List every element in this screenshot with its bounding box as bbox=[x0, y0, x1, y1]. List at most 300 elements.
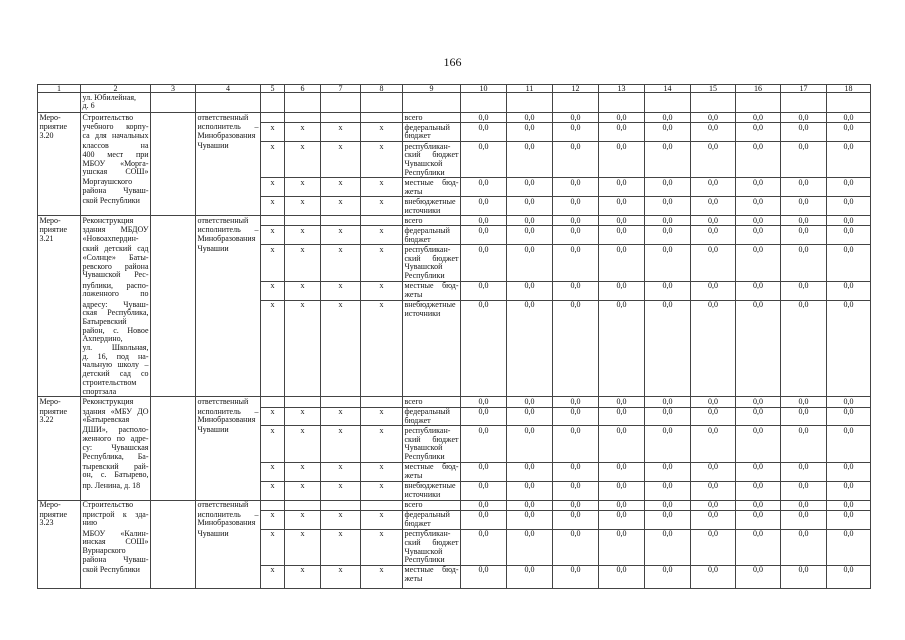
code-cell: х bbox=[285, 510, 321, 529]
value-cell: 0,0 bbox=[736, 123, 781, 142]
empty-cell bbox=[151, 197, 196, 216]
value-cell: 0,0 bbox=[691, 510, 736, 529]
executor-cell bbox=[196, 481, 261, 500]
code-cell: х bbox=[285, 281, 321, 300]
source-line: жеты bbox=[404, 289, 423, 299]
value-cell: 0,0 bbox=[645, 481, 691, 500]
code-cell: х bbox=[261, 197, 285, 216]
measure-label-cell bbox=[38, 123, 81, 142]
source-cell bbox=[403, 300, 461, 397]
source-line: бюджет bbox=[404, 415, 431, 425]
value-cell: 0,0 bbox=[507, 113, 553, 123]
executor-line: исполнитель – bbox=[197, 122, 259, 132]
source-cell bbox=[403, 510, 461, 529]
measure-row bbox=[38, 245, 871, 281]
source-line: источники bbox=[404, 489, 441, 499]
code-cell bbox=[285, 216, 321, 226]
source-line: федеральный bbox=[404, 510, 450, 520]
empty-cell bbox=[151, 142, 196, 178]
value-cell: 0,0 bbox=[736, 216, 781, 226]
executor-cell bbox=[196, 281, 261, 300]
measure-title-line: района Чуваш- bbox=[82, 554, 149, 564]
value-cell: 0,0 bbox=[645, 178, 691, 197]
empty-cell bbox=[151, 93, 196, 113]
value-cell: 0,0 bbox=[507, 281, 553, 300]
value-cell: 0,0 bbox=[599, 142, 645, 178]
source-line: Республики bbox=[404, 167, 445, 177]
value-cell: 0,0 bbox=[781, 216, 827, 226]
measure-title-line: спортзала bbox=[82, 386, 117, 396]
code-cell bbox=[361, 500, 403, 510]
value-cell: 0,0 bbox=[645, 245, 691, 281]
column-header: 11 bbox=[507, 85, 553, 93]
code-cell bbox=[321, 113, 361, 123]
measure-row bbox=[38, 281, 871, 300]
code-cell: х bbox=[321, 281, 361, 300]
code-cell: х bbox=[361, 123, 403, 142]
measure-title-cell bbox=[81, 216, 151, 226]
value-cell: 0,0 bbox=[736, 462, 781, 481]
value-cell: 0,0 bbox=[553, 481, 599, 500]
code-cell bbox=[321, 500, 361, 510]
empty-cell bbox=[691, 93, 736, 113]
measure-label-cell bbox=[38, 142, 81, 178]
value-cell: 0,0 bbox=[781, 397, 827, 407]
measure-block bbox=[38, 397, 871, 500]
value-cell: 0,0 bbox=[507, 178, 553, 197]
value-cell: 0,0 bbox=[781, 178, 827, 197]
value-cell: 0,0 bbox=[553, 407, 599, 426]
value-cell: 0,0 bbox=[507, 565, 553, 588]
value-cell: 0,0 bbox=[691, 397, 736, 407]
measure-row bbox=[38, 407, 871, 426]
measure-title-line: здания «МБУ ДО bbox=[82, 407, 149, 416]
value-cell: 0,0 bbox=[599, 500, 645, 510]
measure-title-line: ский детский сад bbox=[82, 244, 149, 254]
column-header: 2 bbox=[81, 85, 151, 93]
empty-cell bbox=[38, 93, 81, 113]
empty-cell bbox=[196, 93, 261, 113]
measure-row bbox=[38, 300, 871, 397]
code-cell: х bbox=[261, 481, 285, 500]
measure-title-line: ушская СОШ» bbox=[82, 167, 149, 177]
measure-title-cell bbox=[81, 113, 151, 123]
measure-label-cell bbox=[38, 216, 81, 226]
value-cell: 0,0 bbox=[781, 529, 827, 565]
measure-title-line: д. 16, под на- bbox=[82, 351, 149, 361]
value-cell: 0,0 bbox=[553, 142, 599, 178]
measure-title-cell bbox=[81, 565, 151, 588]
value-cell: 0,0 bbox=[599, 216, 645, 226]
value-cell: 0,0 bbox=[691, 426, 736, 462]
executor-line: ответственный bbox=[197, 396, 249, 406]
source-line: республикан- bbox=[404, 244, 451, 254]
empty-cell bbox=[261, 93, 285, 113]
source-cell bbox=[403, 565, 461, 588]
measure-title-line: ской Республики bbox=[82, 196, 140, 206]
measure-label-cell bbox=[38, 300, 81, 397]
value-cell: 0,0 bbox=[691, 226, 736, 245]
value-cell: 0,0 bbox=[507, 397, 553, 407]
value-cell: 0,0 bbox=[461, 529, 507, 565]
measure-title-line: Батыревский bbox=[82, 316, 127, 326]
code-cell: х bbox=[361, 245, 403, 281]
value-cell: 0,0 bbox=[691, 281, 736, 300]
value-cell: 0,0 bbox=[827, 197, 871, 216]
measure-label-line: 3.22 bbox=[39, 415, 54, 425]
value-cell: 0,0 bbox=[599, 426, 645, 462]
value-cell: 0,0 bbox=[781, 142, 827, 178]
measure-title-cell bbox=[81, 481, 151, 500]
empty-cell bbox=[151, 216, 196, 226]
value-cell: 0,0 bbox=[781, 113, 827, 123]
executor-line: Чувашии bbox=[197, 529, 229, 538]
value-cell: 0,0 bbox=[599, 462, 645, 481]
empty-cell bbox=[151, 397, 196, 407]
empty-cell bbox=[151, 407, 196, 426]
source-line: федеральный bbox=[404, 122, 450, 132]
code-cell: х bbox=[261, 300, 285, 397]
measure-label-line: 3.21 bbox=[39, 234, 54, 244]
column-header: 17 bbox=[781, 85, 827, 93]
code-cell: х bbox=[285, 142, 321, 178]
measure-row bbox=[38, 529, 871, 565]
value-cell: 0,0 bbox=[736, 426, 781, 462]
continuation-row bbox=[38, 93, 871, 113]
measure-label-line: 3.23 bbox=[39, 518, 54, 528]
value-cell: 0,0 bbox=[599, 510, 645, 529]
code-cell bbox=[361, 113, 403, 123]
measure-title-line: «Новоахпердин- bbox=[82, 234, 139, 244]
measure-label-line: Меро- bbox=[39, 500, 61, 510]
value-cell: 0,0 bbox=[736, 397, 781, 407]
value-cell: 0,0 bbox=[599, 197, 645, 216]
value-cell: 0,0 bbox=[645, 462, 691, 481]
code-cell: х bbox=[285, 529, 321, 565]
empty-cell bbox=[151, 178, 196, 197]
code-cell: х bbox=[285, 565, 321, 588]
executor-line: исполнитель – bbox=[197, 225, 259, 235]
executor-line: исполнитель – bbox=[197, 407, 259, 416]
code-cell: х bbox=[261, 407, 285, 426]
value-cell: 0,0 bbox=[691, 113, 736, 123]
empty-cell bbox=[151, 123, 196, 142]
measure-title-cell bbox=[81, 510, 151, 529]
source-line: всего bbox=[404, 112, 423, 122]
source-line: бюджет bbox=[404, 234, 431, 244]
source-line: жеты bbox=[404, 470, 423, 480]
measure-label-line: приятие bbox=[39, 407, 68, 416]
code-cell: х bbox=[361, 529, 403, 565]
measure-title-line: ул. Юбилейная, bbox=[82, 92, 137, 102]
measure-title-line: пр. Ленина, д. 18 bbox=[82, 481, 141, 490]
source-line: всего bbox=[404, 500, 423, 510]
empty-cell bbox=[151, 565, 196, 588]
executor-cell bbox=[196, 226, 261, 245]
measure-title-cell bbox=[81, 197, 151, 216]
source-line: ский бюджет bbox=[404, 537, 459, 547]
measure-title-cell bbox=[81, 462, 151, 481]
value-cell: 0,0 bbox=[736, 300, 781, 397]
measure-title-cell bbox=[81, 245, 151, 281]
source-line: федеральный bbox=[404, 225, 450, 235]
value-cell: 0,0 bbox=[599, 281, 645, 300]
measure-row bbox=[38, 500, 871, 510]
value-cell: 0,0 bbox=[553, 226, 599, 245]
measure-label-cell bbox=[38, 397, 81, 407]
source-line: Чувашской bbox=[404, 159, 443, 169]
value-cell: 0,0 bbox=[645, 407, 691, 426]
column-header: 18 bbox=[827, 85, 871, 93]
code-cell: х bbox=[321, 481, 361, 500]
value-cell: 0,0 bbox=[599, 397, 645, 407]
measure-title-line: публики, распо- bbox=[82, 281, 149, 290]
executor-cell bbox=[196, 197, 261, 216]
measure-title-line: ской Республики bbox=[82, 565, 140, 574]
code-cell bbox=[285, 397, 321, 407]
source-cell bbox=[403, 113, 461, 123]
source-cell bbox=[403, 226, 461, 245]
column-header: 8 bbox=[361, 85, 403, 93]
value-cell: 0,0 bbox=[461, 197, 507, 216]
code-cell bbox=[261, 216, 285, 226]
empty-cell bbox=[361, 93, 403, 113]
value-cell: 0,0 bbox=[599, 529, 645, 565]
code-cell: х bbox=[261, 565, 285, 588]
code-cell: х bbox=[361, 426, 403, 462]
source-line: республикан- bbox=[404, 529, 451, 539]
source-line: Чувашской bbox=[404, 546, 443, 556]
continuation-block bbox=[38, 93, 871, 113]
value-cell: 0,0 bbox=[645, 281, 691, 300]
executor-line: Чувашии bbox=[197, 244, 229, 254]
measure-title-line: учебного корпу- bbox=[82, 122, 149, 132]
source-line: местные бюд- bbox=[404, 462, 459, 472]
measure-title-line: «Солнце» Баты- bbox=[82, 253, 149, 263]
value-cell: 0,0 bbox=[599, 407, 645, 426]
value-cell: 0,0 bbox=[507, 500, 553, 510]
measure-title-cell bbox=[81, 407, 151, 426]
source-line: Чувашской bbox=[404, 262, 443, 272]
code-cell: х bbox=[285, 245, 321, 281]
measure-title-line: ская Республика, bbox=[82, 308, 149, 318]
value-cell: 0,0 bbox=[645, 113, 691, 123]
value-cell: 0,0 bbox=[507, 407, 553, 426]
source-cell bbox=[403, 245, 461, 281]
measure-title-cell bbox=[81, 93, 151, 113]
measure-title-line: МБОУ «Калин- bbox=[82, 529, 149, 538]
measure-row bbox=[38, 565, 871, 588]
value-cell: 0,0 bbox=[645, 397, 691, 407]
value-cell: 0,0 bbox=[599, 245, 645, 281]
measure-title-line: 400 мест при bbox=[82, 149, 149, 159]
value-cell: 0,0 bbox=[507, 226, 553, 245]
measures-table bbox=[37, 84, 871, 589]
measure-title-line: Вурнарского bbox=[82, 546, 126, 556]
value-cell: 0,0 bbox=[827, 113, 871, 123]
measure-title-line: ложенного по bbox=[82, 289, 149, 299]
measure-title-line: ул. Школьная, bbox=[82, 343, 149, 353]
code-cell bbox=[361, 216, 403, 226]
value-cell: 0,0 bbox=[736, 142, 781, 178]
code-cell: х bbox=[361, 178, 403, 197]
value-cell: 0,0 bbox=[553, 462, 599, 481]
code-cell bbox=[261, 113, 285, 123]
measure-title-cell bbox=[81, 397, 151, 407]
measure-title-line: Чувашской Рес- bbox=[82, 270, 149, 280]
value-cell: 0,0 bbox=[827, 500, 871, 510]
executor-cell bbox=[196, 529, 261, 565]
value-cell: 0,0 bbox=[781, 226, 827, 245]
measure-label-cell bbox=[38, 245, 81, 281]
measure-title-line: нию bbox=[82, 518, 98, 528]
code-cell: х bbox=[361, 565, 403, 588]
source-line: внебюджетные bbox=[404, 196, 456, 206]
source-line: всего bbox=[404, 215, 423, 225]
source-cell bbox=[403, 123, 461, 142]
value-cell: 0,0 bbox=[736, 281, 781, 300]
source-line: республикан- bbox=[404, 141, 451, 151]
value-cell: 0,0 bbox=[781, 510, 827, 529]
code-cell: х bbox=[321, 197, 361, 216]
source-cell bbox=[403, 426, 461, 462]
value-cell: 0,0 bbox=[736, 226, 781, 245]
value-cell: 0,0 bbox=[507, 216, 553, 226]
value-cell: 0,0 bbox=[507, 462, 553, 481]
value-cell: 0,0 bbox=[691, 500, 736, 510]
measure-row bbox=[38, 462, 871, 481]
value-cell: 0,0 bbox=[507, 481, 553, 500]
value-cell: 0,0 bbox=[645, 300, 691, 397]
measure-title-line: д. 6 bbox=[82, 101, 95, 111]
column-header: 9 bbox=[403, 85, 461, 93]
code-cell: х bbox=[321, 245, 361, 281]
value-cell: 0,0 bbox=[827, 281, 871, 300]
measure-title-cell bbox=[81, 300, 151, 397]
measure-label-cell bbox=[38, 281, 81, 300]
value-cell: 0,0 bbox=[461, 426, 507, 462]
code-cell: х bbox=[285, 462, 321, 481]
code-cell: х bbox=[285, 407, 321, 426]
value-cell: 0,0 bbox=[827, 426, 871, 462]
measure-title-line: Реконструкция bbox=[82, 396, 134, 406]
column-header: 10 bbox=[461, 85, 507, 93]
executor-cell bbox=[196, 216, 261, 226]
code-cell: х bbox=[285, 197, 321, 216]
column-header: 14 bbox=[645, 85, 691, 93]
measure-title-line: здания МБДОУ bbox=[82, 225, 149, 235]
source-line: ский бюджет bbox=[404, 253, 459, 263]
code-cell: х bbox=[361, 481, 403, 500]
value-cell: 0,0 bbox=[827, 462, 871, 481]
measure-title-line: строительством bbox=[82, 377, 137, 387]
measure-block bbox=[38, 216, 871, 397]
value-cell: 0,0 bbox=[461, 123, 507, 142]
empty-cell bbox=[827, 93, 871, 113]
source-line: источники bbox=[404, 205, 441, 215]
column-header: 4 bbox=[196, 85, 261, 93]
code-cell bbox=[361, 397, 403, 407]
value-cell: 0,0 bbox=[645, 529, 691, 565]
value-cell: 0,0 bbox=[736, 178, 781, 197]
source-line: местные бюд- bbox=[404, 565, 459, 575]
measure-label-cell bbox=[38, 226, 81, 245]
code-cell: х bbox=[285, 226, 321, 245]
executor-cell bbox=[196, 397, 261, 407]
value-cell: 0,0 bbox=[645, 216, 691, 226]
value-cell: 0,0 bbox=[461, 178, 507, 197]
code-cell: х bbox=[361, 142, 403, 178]
measure-title-line: Строительство bbox=[82, 500, 134, 510]
value-cell: 0,0 bbox=[507, 197, 553, 216]
value-cell: 0,0 bbox=[507, 123, 553, 142]
value-cell: 0,0 bbox=[461, 226, 507, 245]
measure-row bbox=[38, 426, 871, 462]
measure-block bbox=[38, 500, 871, 588]
measure-title-cell bbox=[81, 142, 151, 178]
value-cell: 0,0 bbox=[691, 407, 736, 426]
empty-cell bbox=[285, 93, 321, 113]
value-cell: 0,0 bbox=[599, 481, 645, 500]
executor-line: ответственный bbox=[197, 500, 249, 510]
empty-cell bbox=[599, 93, 645, 113]
value-cell: 0,0 bbox=[645, 426, 691, 462]
empty-cell bbox=[781, 93, 827, 113]
measure-title-cell bbox=[81, 123, 151, 142]
value-cell: 0,0 bbox=[461, 300, 507, 397]
value-cell: 0,0 bbox=[781, 300, 827, 397]
value-cell: 0,0 bbox=[691, 565, 736, 588]
measure-title-cell bbox=[81, 281, 151, 300]
value-cell: 0,0 bbox=[599, 300, 645, 397]
source-cell bbox=[403, 529, 461, 565]
value-cell: 0,0 bbox=[781, 245, 827, 281]
measure-title-cell bbox=[81, 426, 151, 462]
measure-title-line: пристрой к зда- bbox=[82, 510, 149, 519]
code-cell bbox=[321, 216, 361, 226]
value-cell: 0,0 bbox=[691, 462, 736, 481]
code-cell: х bbox=[261, 462, 285, 481]
value-cell: 0,0 bbox=[599, 123, 645, 142]
measure-label-cell bbox=[38, 481, 81, 500]
code-cell: х bbox=[285, 426, 321, 462]
code-cell: х bbox=[361, 197, 403, 216]
value-cell: 0,0 bbox=[461, 245, 507, 281]
measure-row bbox=[38, 113, 871, 123]
column-header: 3 bbox=[151, 85, 196, 93]
empty-cell bbox=[151, 426, 196, 462]
empty-cell bbox=[507, 93, 553, 113]
measure-row bbox=[38, 178, 871, 197]
measure-title-line: МБОУ «Морга- bbox=[82, 158, 149, 168]
value-cell: 0,0 bbox=[781, 565, 827, 588]
empty-cell bbox=[151, 281, 196, 300]
measure-title-line: Республика, Ба- bbox=[82, 451, 149, 461]
measure-title-line: женного по адре- bbox=[82, 434, 149, 444]
source-cell bbox=[403, 462, 461, 481]
value-cell: 0,0 bbox=[781, 500, 827, 510]
code-cell: х bbox=[261, 245, 285, 281]
column-header: 13 bbox=[599, 85, 645, 93]
column-header: 7 bbox=[321, 85, 361, 93]
measure-title-line: классов на bbox=[82, 141, 149, 151]
code-cell: х bbox=[321, 142, 361, 178]
value-cell: 0,0 bbox=[507, 142, 553, 178]
code-cell: х bbox=[261, 510, 285, 529]
column-header-row bbox=[38, 85, 871, 93]
source-line: внебюджетные bbox=[404, 300, 456, 310]
measure-title-cell bbox=[81, 529, 151, 565]
